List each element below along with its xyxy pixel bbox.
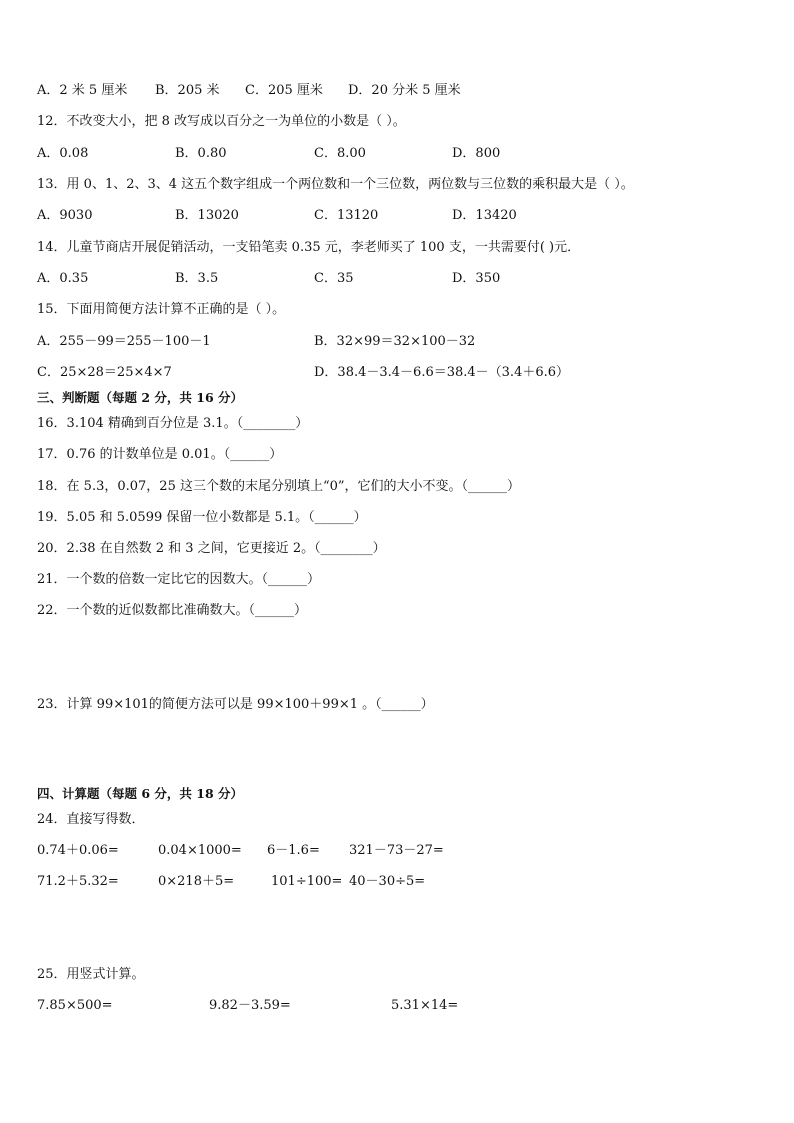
q13-option-c[interactable]: C．13120 — [314, 208, 379, 223]
q12-option-a[interactable]: A．0.08 — [37, 146, 89, 161]
q14-stem: 14．儿童节商店开展促销活动，一支铅笔卖 0.35 元，李老师买了 100 支，一共需要付( )元． — [37, 240, 581, 255]
q24-item: 0.04×1000= — [158, 843, 242, 858]
q11-option-d[interactable]: D．20 分米 5 厘米 — [348, 83, 461, 98]
q13-option-a[interactable]: A．9030 — [37, 208, 93, 223]
q24-item: 0×218＋5= — [158, 874, 235, 889]
q14-option-c[interactable]: C．35 — [314, 271, 354, 286]
q11-option-b[interactable]: B．205 米 — [155, 83, 220, 98]
q24-stem: 24．直接写得数． — [37, 812, 145, 827]
q25-item: 5.31×14= — [391, 998, 459, 1013]
judge-q19: 19．5.05 和 5.0599 保留一位小数都是 5.1。（______） — [37, 510, 367, 525]
judge-q16: 16．3.104 精确到百分位是 3.1。（________） — [37, 416, 309, 431]
q15-option-b[interactable]: B．32×99＝32×100－32 — [314, 334, 476, 349]
q24-item: 6－1.6= — [267, 843, 320, 858]
q24-item: 0.74＋0.06= — [37, 843, 119, 858]
q24-item: 101÷100= — [271, 874, 343, 889]
judge-q21: 21．一个数的倍数一定比它的因数大。（______） — [37, 572, 321, 587]
q25-stem: 25．用竖式计算。 — [37, 967, 145, 982]
judge-q23: 23．计算 99×101的简便方法可以是 99×100＋99×1 。（______） — [37, 697, 434, 712]
q13-option-b[interactable]: B．13020 — [175, 208, 239, 223]
judge-q20: 20．2.38 在自然数 2 和 3 之间，它更接近 2。（________） — [37, 541, 386, 556]
q14-option-d[interactable]: D．350 — [452, 271, 501, 286]
section-4-title: 四、计算题（每题 6 分，共 18 分） — [37, 786, 244, 801]
q15-option-d[interactable]: D．38.4－3.4－6.6＝38.4－（3.4＋6.6） — [314, 365, 570, 380]
q15-option-c[interactable]: C．25×28＝25×4×7 — [37, 365, 172, 380]
q11-option-c[interactable]: C．205 厘米 — [245, 83, 323, 98]
q15-stem: 15．下面用简便方法计算不正确的是（ ）。 — [37, 302, 286, 317]
q25-item: 9.82－3.59= — [209, 998, 291, 1013]
q12-option-c[interactable]: C．8.00 — [314, 146, 366, 161]
q24-item: 40－30÷5= — [349, 874, 426, 889]
q24-item: 321－73－27= — [349, 843, 444, 858]
q12-option-b[interactable]: B．0.80 — [175, 146, 227, 161]
q14-option-b[interactable]: B．3.5 — [175, 271, 219, 286]
section-3-title: 三、判断题（每题 2 分，共 16 分） — [37, 390, 244, 405]
q15-option-a[interactable]: A．255－99＝255－100－1 — [37, 334, 211, 349]
q14-option-a[interactable]: A．0.35 — [37, 271, 89, 286]
q13-option-d[interactable]: D．13420 — [452, 208, 517, 223]
q25-item: 7.85×500= — [37, 998, 113, 1013]
judge-q22: 22．一个数的近似数都比准确数大。（______） — [37, 603, 308, 618]
q11-option-a[interactable]: A．2 米 5 厘米 — [37, 83, 128, 98]
q12-stem: 12．不改变大小，把 8 改写成以百分之一为单位的小数是（ ）。 — [37, 114, 406, 129]
q24-item: 71.2＋5.32= — [37, 874, 119, 889]
q13-stem: 13．用 0、1、2、3、4 这五个数字组成一个两位数和一个三位数，两位数与三位数的乘积最大是（ ）。 — [37, 177, 634, 192]
q12-option-d[interactable]: D．800 — [452, 146, 501, 161]
judge-q18: 18．在 5.3，0.07，25 这三个数的末尾分别填上“0”，它们的大小不变。（______） — [37, 479, 521, 494]
judge-q17: 17．0.76 的计数单位是 0.01。（______） — [37, 447, 283, 462]
